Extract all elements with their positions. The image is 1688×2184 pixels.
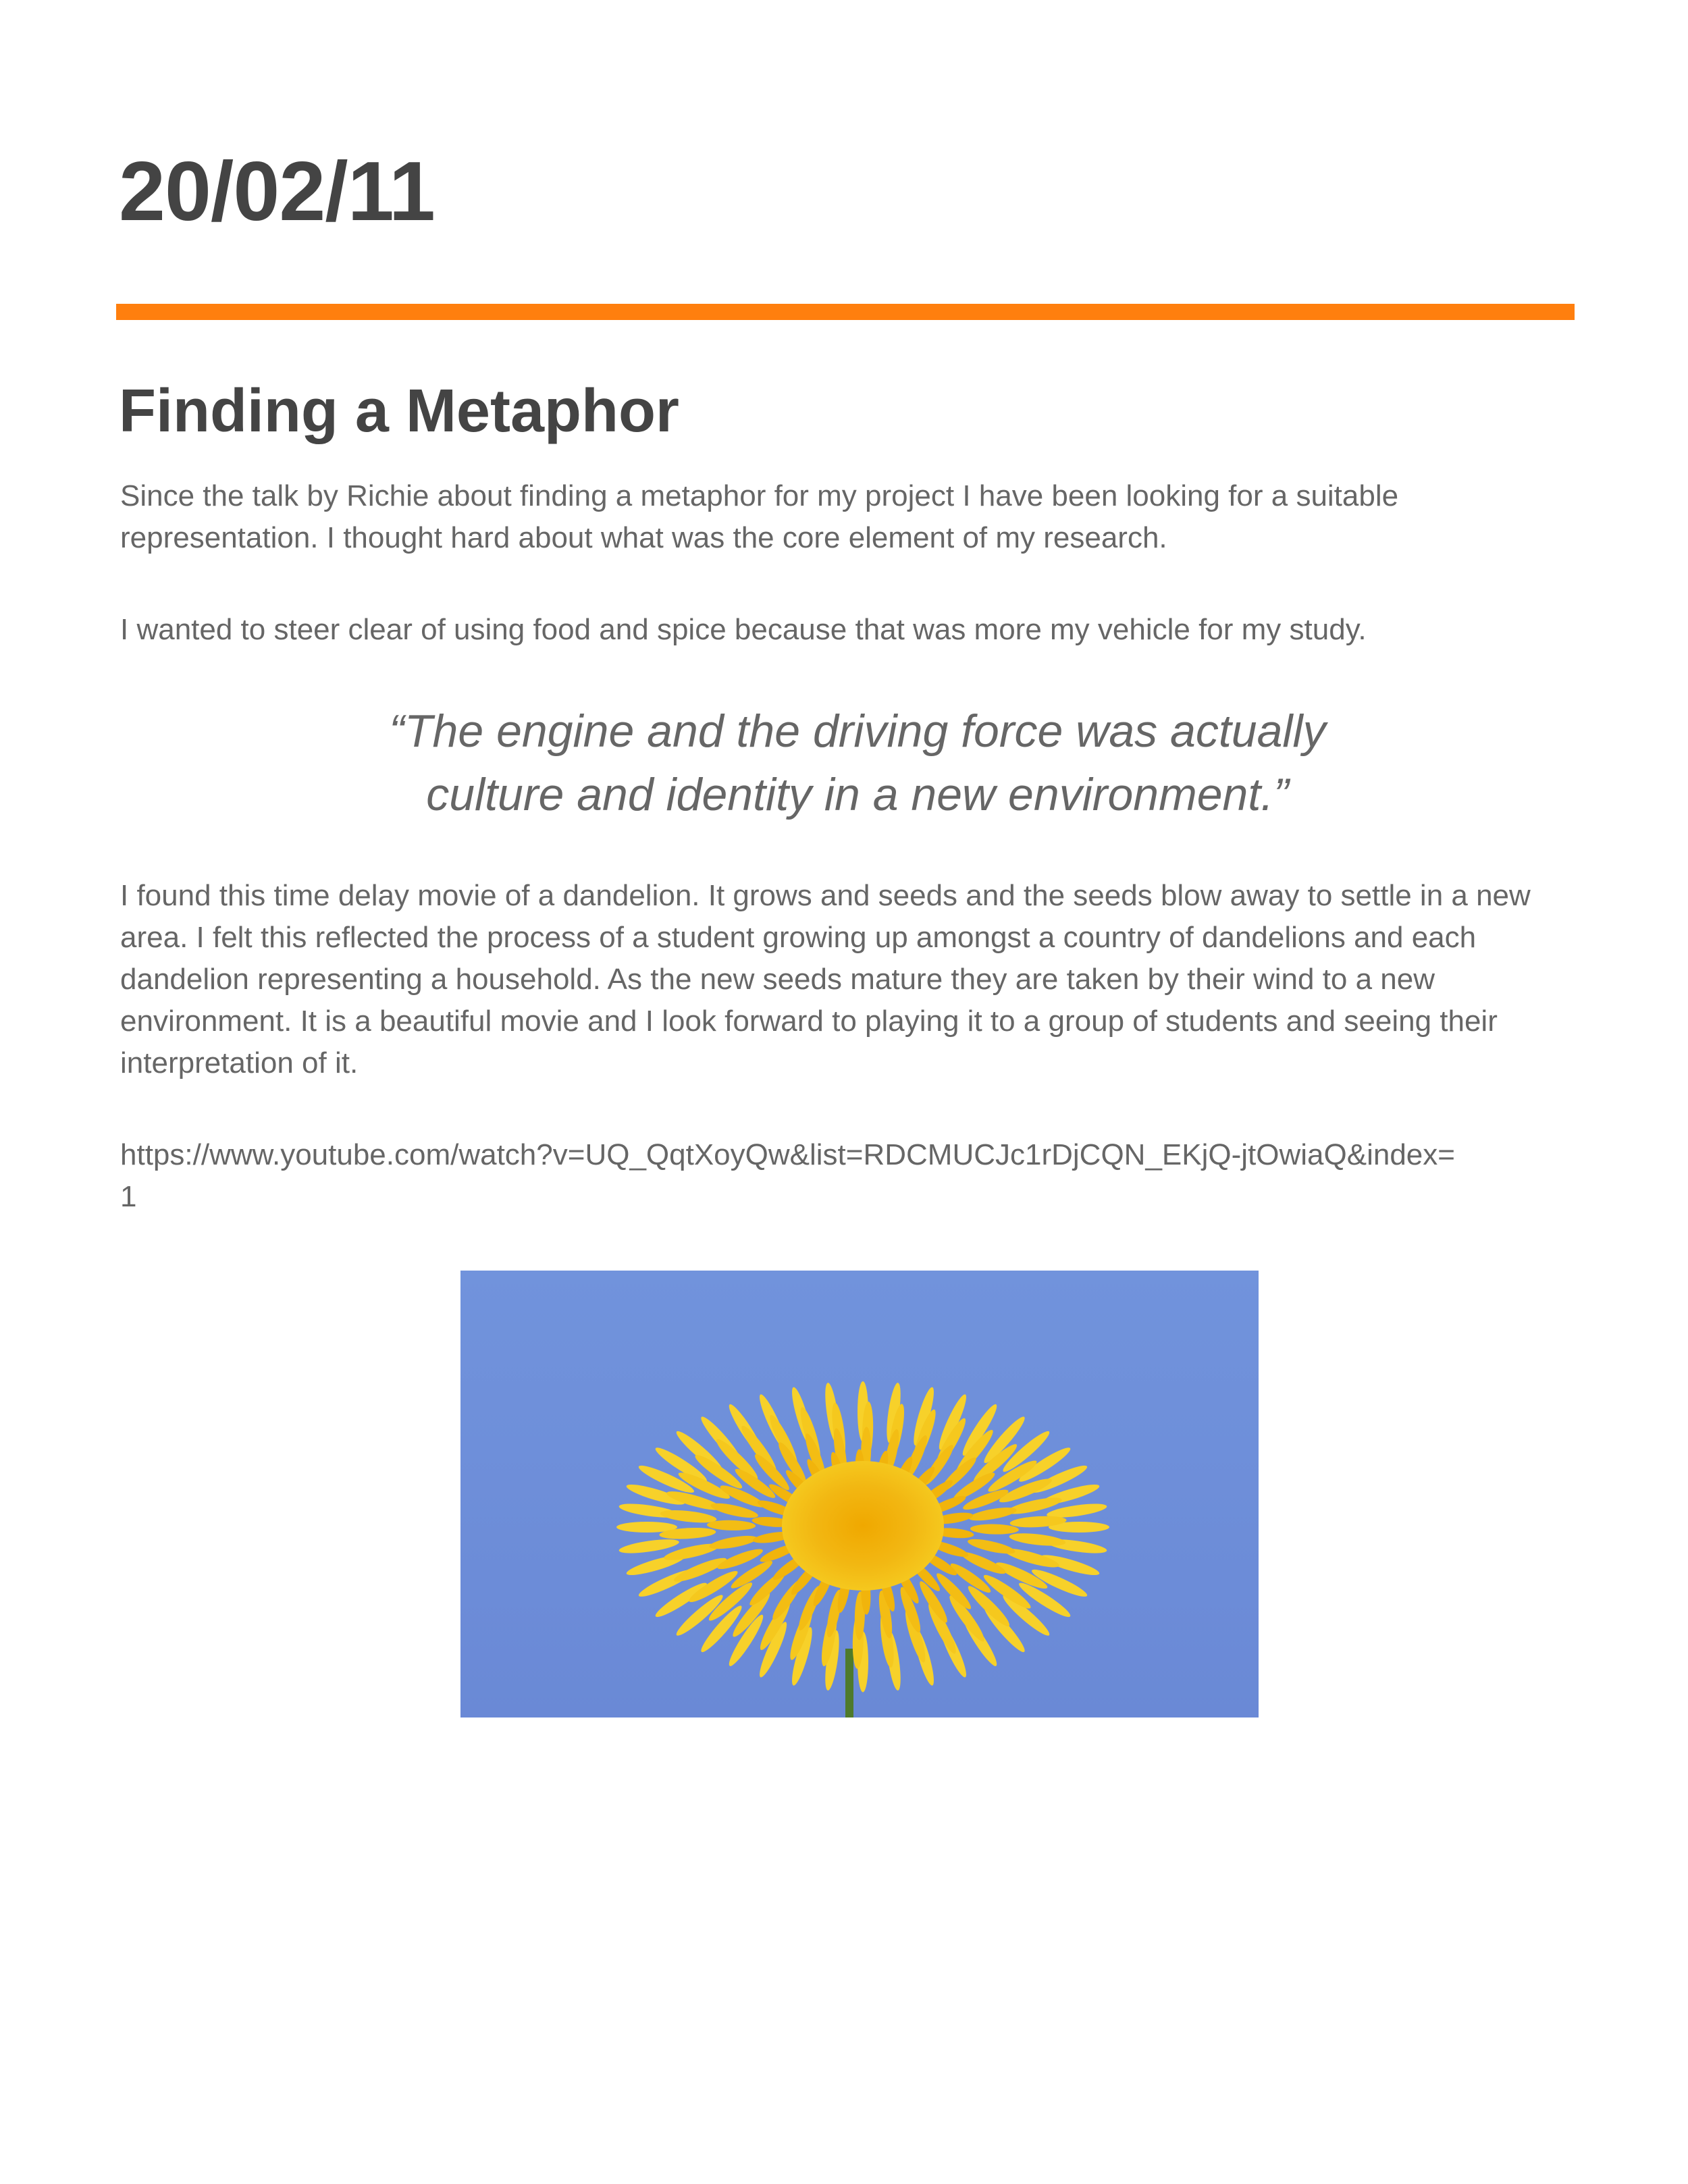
page-date: 20/02/11 — [119, 145, 435, 238]
intro-paragraph: Since the talk by Richie about finding a metaphor for my project I have been looking for a suitable representation. I thought hard about what was the core element of my research. — [120, 479, 1399, 554]
orange-divider — [116, 304, 1575, 320]
second-paragraph: I wanted to steer clear of using food and spice because that was more my vehicle for my study. — [120, 613, 1367, 646]
pull-quote — [135, 699, 1580, 826]
dandelion-illustration — [460, 1271, 1259, 1717]
dandelion-photo — [460, 1271, 1259, 1717]
dandelion-paragraph: I found this time delay movie of a dandelion. It grows and seeds and the seeds blow away to settle in a new area. I felt this reflected the process of a student growing up amongst a country of dandelions and each dandelion representing a household. As the new seeds mature they are taken by their wind to a new environment. It is a beautiful movie and I look forward to playing it to a group of students and seeing their interpretation of it. — [120, 879, 1531, 1080]
section-title: Finding a Metaphor — [119, 377, 679, 445]
flower-stem — [845, 1649, 853, 1717]
quote-line-1: “The engine and the driving force was actually — [389, 705, 1326, 757]
youtube-link[interactable]: https://www.youtube.com/watch?v=UQ_QqtXoyQw&list=RDCMUCJc1rDjCQN_EKjQ-jtOwiaQ&index=1 — [120, 1138, 1455, 1213]
flower-center — [782, 1461, 944, 1591]
quote-line-2: culture and identity in a new environment.” — [426, 769, 1289, 820]
